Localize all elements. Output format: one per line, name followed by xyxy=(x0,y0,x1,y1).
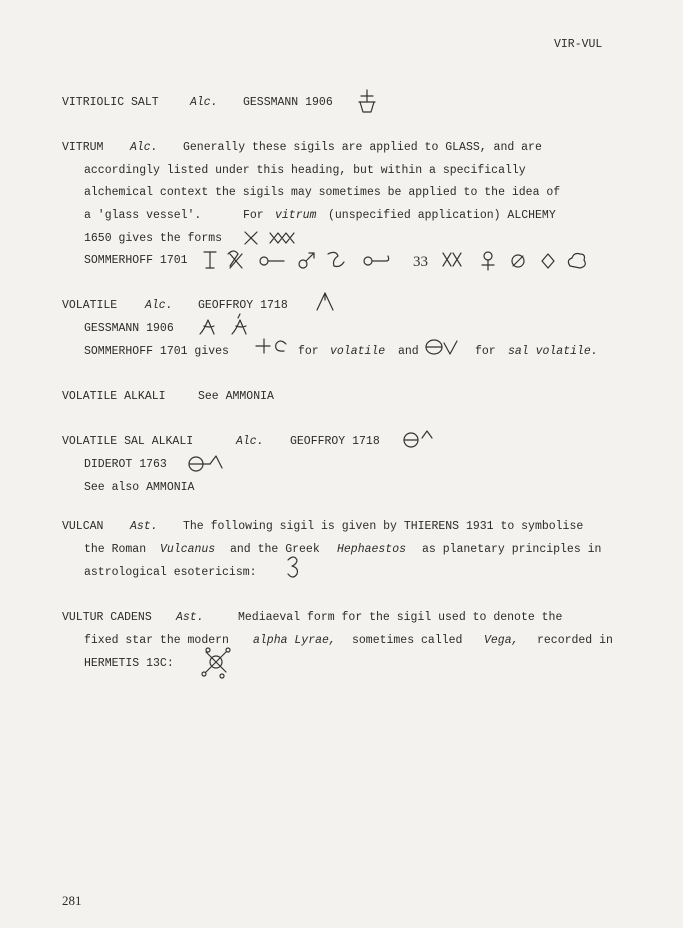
entry-text: as planetary principles in xyxy=(422,543,602,556)
entry-category: Alc. xyxy=(145,299,173,312)
entry-term: VOLATILE SAL ALKALI xyxy=(62,435,194,448)
entry-text: accordingly listed under this heading, but within a specifically xyxy=(84,164,526,177)
entry-text: Vega, xyxy=(484,634,519,647)
entry-source: GESSMANN 1906 xyxy=(243,96,333,109)
entry-text: and the Greek xyxy=(230,543,320,556)
entry-text: sometimes called xyxy=(352,634,463,647)
entry-text: GESSMANN 1906 xyxy=(84,322,174,335)
entry-text: volatile xyxy=(330,345,386,358)
entry-text: the Roman xyxy=(84,543,147,556)
entry-category: Alc. xyxy=(130,141,158,154)
volatile-sommerhoff-sigil-icon xyxy=(254,334,290,358)
entry-text: Vulcanus xyxy=(160,543,216,556)
entry-text: SOMMERHOFF 1701 xyxy=(84,254,188,267)
entry-see-also: See AMMONIA xyxy=(198,390,274,403)
svg-text:33: 33 xyxy=(413,254,428,270)
entry-term: VITRIOLIC SALT xyxy=(62,96,159,109)
entry-source: GEOFFROY 1718 xyxy=(198,299,288,312)
entry-category: Alc. xyxy=(236,435,264,448)
entry-term: VOLATILE xyxy=(62,299,118,312)
sal-volatile-sigil-icon xyxy=(424,334,464,358)
entry-text: The following sigil is given by THIERENS 1931 to symbolise xyxy=(183,520,584,533)
entry-term: VULTUR CADENS xyxy=(62,611,152,624)
entry-text: recorded in xyxy=(537,634,613,647)
page-number: 281 xyxy=(62,893,82,908)
entry-text: HERMETIS 13C: xyxy=(84,657,174,670)
entry-term: VITRUM xyxy=(62,141,104,154)
entry-text: DIDEROT 1763 xyxy=(84,458,167,471)
entry-term: VOLATILE ALKALI xyxy=(62,390,166,403)
entry-text: fixed star the modern xyxy=(84,634,229,647)
entry-text: alchemical context the sigils may sometimes be applied to the idea of xyxy=(84,186,561,199)
entry-category: Ast. xyxy=(176,611,204,624)
entry-term: VULCAN xyxy=(62,520,104,533)
entry-text: and xyxy=(398,345,419,358)
entry-text: Mediaeval form for the sigil used to denote the xyxy=(238,611,563,624)
entry-text: For xyxy=(243,209,264,222)
volatile-sal-alkali-diderot-sigil-icon xyxy=(186,452,228,474)
volatile-geoffroy-sigil-icon xyxy=(314,290,336,314)
entry-text: Hephaestos xyxy=(337,543,407,556)
entry-text: vitrum xyxy=(275,209,317,222)
running-header: VIR-VUL xyxy=(554,38,603,51)
vulcan-sigil-icon xyxy=(284,554,302,580)
entry-text: SOMMERHOFF 1701 gives xyxy=(84,345,229,358)
vitriolic-salt-sigil-icon xyxy=(356,88,378,116)
entry-see-also: See also AMMONIA xyxy=(84,481,195,494)
entry-text: (unspecified application) ALCHEMY xyxy=(328,209,556,222)
entry-text: sal volatile. xyxy=(508,345,598,358)
entry-text: Generally these sigils are applied to GLASS, and are xyxy=(183,141,542,154)
volatile-sal-alkali-geoffroy-sigil-icon xyxy=(402,428,436,450)
entry-category: Ast. xyxy=(130,520,158,533)
entry-text: for xyxy=(298,345,319,358)
entry-source: GEOFFROY 1718 xyxy=(290,435,380,448)
entry-text: astrological esotericism: xyxy=(84,566,257,579)
vitrum-sommerhoff-sigils-icon xyxy=(200,244,620,274)
entry-text: for xyxy=(475,345,496,358)
vultur-cadens-sigil-icon xyxy=(198,645,234,679)
entry-category: Alc. xyxy=(190,96,218,109)
entry-text: alpha Lyrae, xyxy=(253,634,336,647)
entry-text: a 'glass vessel'. xyxy=(84,209,202,222)
entry-text: 1650 gives the forms xyxy=(84,232,223,245)
